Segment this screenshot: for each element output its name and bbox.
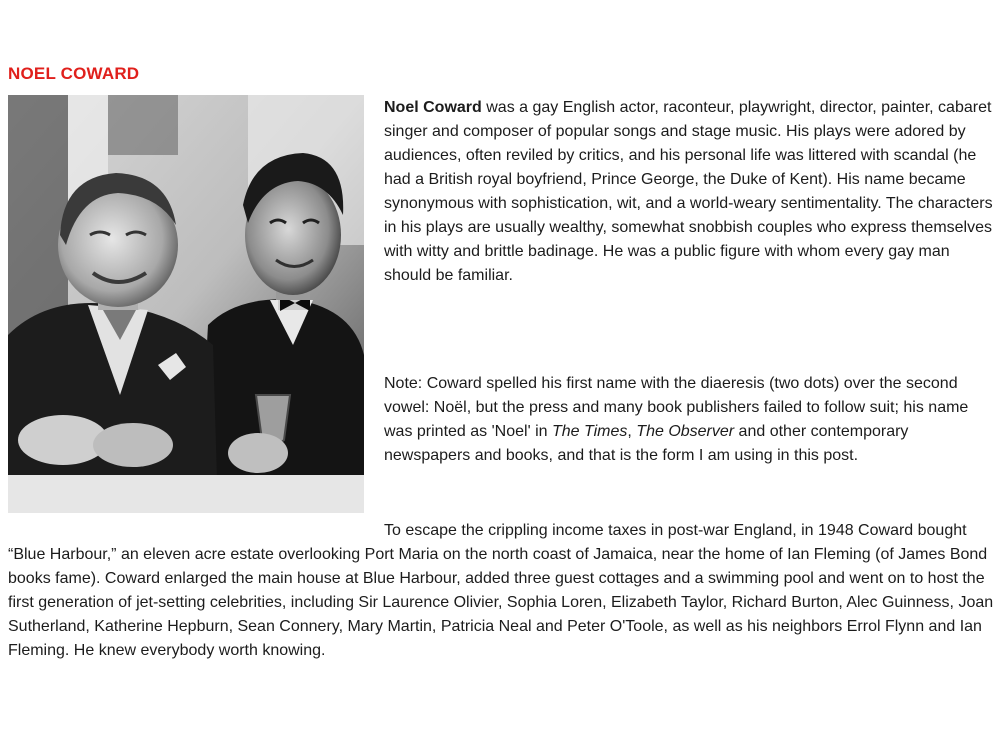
portrait-photo bbox=[8, 95, 364, 513]
note-text-2: , bbox=[627, 423, 637, 440]
page-title: NOEL COWARD bbox=[8, 64, 140, 83]
intro-paragraph bbox=[384, 96, 994, 288]
note-paragraph bbox=[384, 372, 994, 468]
note-italic-observer: The Observer bbox=[636, 423, 735, 440]
intro-name: Noel Coward bbox=[384, 99, 482, 116]
note-text-1: Note: Coward spelled his first name with the diaeresis (two dots) over the second vowel: Noël, but the press and many book publishers failed to follow suit; his name was printed as 'Noel' in bbox=[384, 375, 969, 440]
note-text-3: and other contemporary newspapers and books, and that is the form I am using in this post. bbox=[384, 423, 909, 464]
portrait-image bbox=[8, 95, 364, 513]
intro-text: was a gay English actor, raconteur, playwright, director, painter, cabaret singer and composer of popular songs and stage music. His plays were adored by audiences, often reviled by critics, and his personal life was littered with scandal (he had a British royal boyfriend, Prince George, the Duke of Kent). His name became synonymous with sophistication, wit, and a world-weary sentimentality. The characters in his plays are usually wealthy, somewhat snobbish couples who express themselves with witty and brittle badinage. He was a public figure with whom every gay man should be familiar. bbox=[384, 99, 993, 284]
jamaica-paragraph bbox=[8, 519, 994, 663]
jamaica-text: To escape the crippling income taxes in post-war England, in 1948 Coward bought “Blue Harbour,” an eleven acre estate overlooking Port Maria on the north coast of Jamaica, near the home of Ian Fleming (of James Bond books fame). Coward enlarged the main house at Blue Harbour, added three guest cottages and a swimming pool and went on to host the first generation of jet-setting celebrities, including Sir Laurence Olivier, Sophia Loren, Elizabeth Taylor, Richard Burton, Alec Guinness, Joan Sutherland, Katherine Hepburn, Sean Connery, Mary Martin, Patricia Neal and Peter O'Toole, as well as his neighbors Errol Flynn and Ian Fleming. He knew everybody worth knowing. bbox=[8, 522, 994, 659]
note-italic-times: The Times bbox=[551, 423, 628, 440]
